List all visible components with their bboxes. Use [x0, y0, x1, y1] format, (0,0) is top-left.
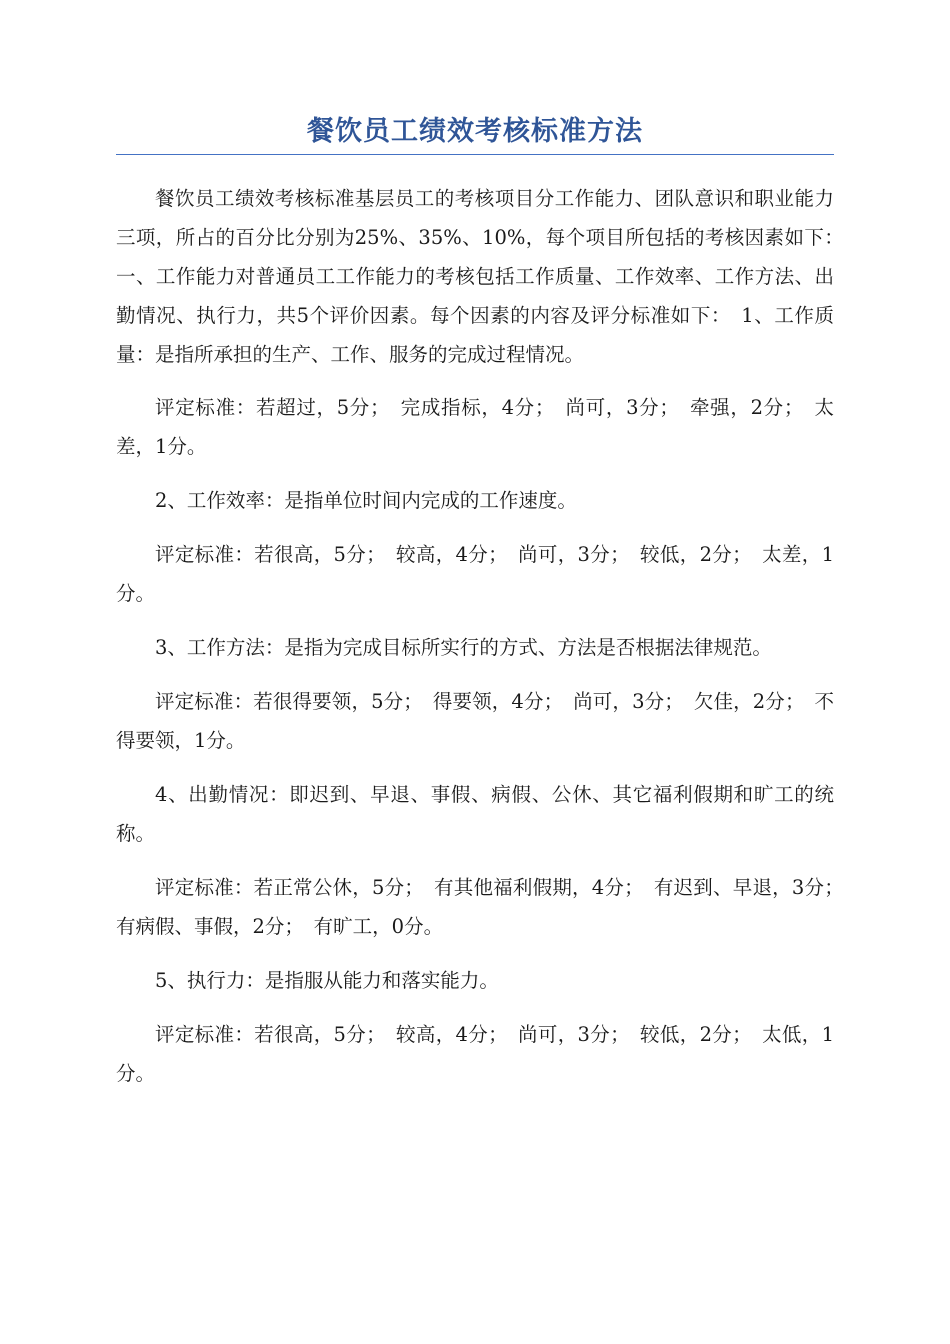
- paragraph-execution: 5、执行力：是指服从能力和落实能力。: [155, 969, 499, 992]
- paragraph-method-criteria: 评定标准：若很得要领，5分； 得要领，4分； 尚可，3分； 欠佳，2分； 不得要领，1分。: [116, 690, 834, 752]
- document-page: [116, 112, 854, 1108]
- paragraph-intro: 餐饮员工绩效考核标准基层员工的考核项目分工作能力、团队意识和职业能力三项，所占的百分比分别为25%、35%、10%，每个项目所包括的考核因素如下： 一、工作能力对普通员工工作能力的考核包括工作质量、工作效率、工作方法、出勤情况、执行力，共5个评价因素。每个因素的内容及评分标准如下： 1、工作质量：是指所承担的生产、工作、服务的完成过程情况。: [116, 187, 854, 366]
- document-body: [116, 179, 854, 1093]
- paragraph-attendance: 4、出勤情况：即迟到、早退、事假、病假、公休、其它福利假期和旷工的统称。: [116, 783, 834, 845]
- paragraph-efficiency-criteria: 评定标准：若很高，5分； 较高，4分； 尚可，3分； 较低，2分； 太差，1分。: [116, 543, 834, 605]
- paragraph-quality-criteria: 评定标准：若超过，5分； 完成指标，4分； 尚可，3分； 牵强，2分； 太差，1分。: [116, 396, 834, 458]
- paragraph-efficiency: 2、工作效率：是指单位时间内完成的工作速度。: [155, 489, 577, 512]
- paragraph-method: 3、工作方法：是指为完成目标所实行的方式、方法是否根据法律规范。: [155, 636, 772, 659]
- paragraph-attendance-criteria: 评定标准：若正常公休，5分； 有其他福利假期，4分； 有迟到、早退，3分； 有病假、事假，2分； 有旷工，0分。: [116, 876, 854, 938]
- paragraph-execution-criteria: 评定标准：若很高，5分； 较高，4分； 尚可，3分； 较低，2分； 太低，1分。: [116, 1023, 834, 1085]
- document-title: 餐饮员工绩效考核标准方法: [116, 112, 834, 155]
